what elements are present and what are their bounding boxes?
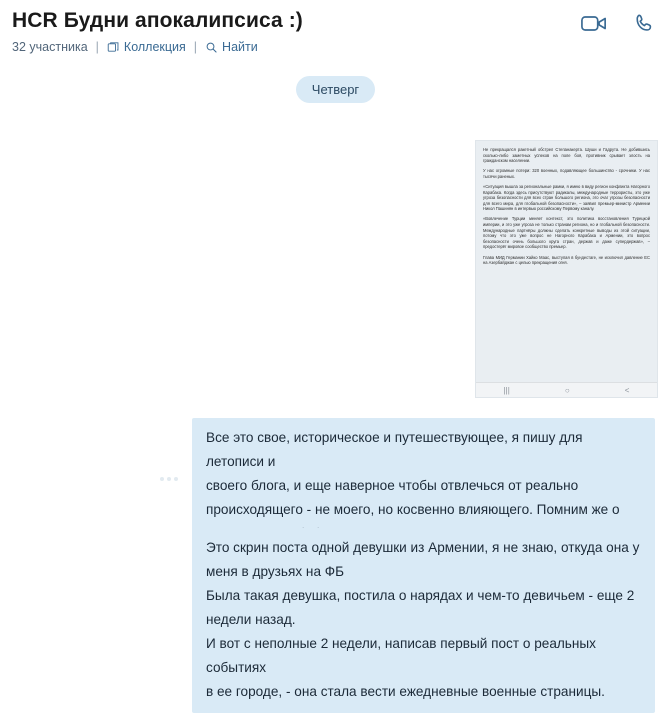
video-camera-icon bbox=[581, 14, 607, 33]
home-icon: ○ bbox=[564, 385, 570, 395]
screenshot-navbar bbox=[476, 382, 657, 397]
message-line: Была такая девушка, постила о нарядах и чем-то девичьем - еще 2 bbox=[206, 588, 635, 603]
member-count: 32 участника bbox=[12, 40, 88, 54]
message-attachment-row bbox=[475, 140, 665, 398]
message-line: Все это свое, историческое и путешествующее, я пишу для летописи и bbox=[206, 430, 583, 469]
search-link[interactable] bbox=[205, 40, 258, 54]
collection-label: Коллекция bbox=[123, 40, 186, 54]
message-line: И вот с неполные 2 недели, написав первый пост о реальных событиях bbox=[206, 636, 596, 675]
loading-dots bbox=[160, 472, 178, 486]
collection-link[interactable] bbox=[107, 40, 186, 54]
message-line: своего блога, и еще наверное чтобы отвлечься от реально bbox=[206, 478, 579, 493]
post-screenshot[interactable] bbox=[475, 140, 658, 398]
loading-dot-2 bbox=[167, 477, 171, 481]
page-title: HCR Будни апокалипсиса :) bbox=[12, 9, 303, 32]
screenshot-paragraph-1: Не прекращался ракетный обстрел Степанакерта. Шуши и Гадрута. Не добившись сколько-либо заметных успехов на поле боя, противник срывает злость на гражданском населении. bbox=[483, 147, 650, 164]
message-line: происходящего - не моего, но косвенно влияющего. Помним же о bbox=[206, 502, 620, 517]
screenshot-paragraph-4: «Вовлечение Турции меняет контекст, это политика восстановления Турецкой империи, и это уже угроза не только странам региона, но и глобальной безопасности. Международные партнёры должны сделать конкретные выводы из этой ситуации, потому что это уже вопрос не Нагорного Карабаха и Армении, это вопрос безопасности очень большого круга стран, держав и даже супердержав», – предостерёг мировое сообщество премьер. bbox=[483, 216, 650, 250]
message-list[interactable] bbox=[0, 76, 671, 699]
separator-1: | bbox=[95, 40, 99, 54]
back-icon: < bbox=[624, 385, 630, 395]
loading-dot-3 bbox=[174, 477, 178, 481]
chat-subheader bbox=[12, 40, 659, 54]
loading-dot-1 bbox=[160, 477, 164, 481]
chat-header bbox=[0, 0, 671, 60]
date-divider: Четверг bbox=[296, 76, 375, 103]
screenshot-paragraph-5: Глава МИД Германии Хайко Маас, выступая в бундестаге, не исключил давление ЕС на Азербайджан с целью прекращения огня. bbox=[483, 254, 650, 266]
phone-icon bbox=[634, 13, 655, 34]
header-actions bbox=[577, 8, 661, 38]
search-icon bbox=[205, 41, 218, 54]
message-line: в ее городе, - она стала вести ежедневные военные страницы. bbox=[206, 684, 605, 699]
video-call-button[interactable] bbox=[577, 8, 611, 38]
search-label: Найти bbox=[222, 40, 258, 54]
collection-icon bbox=[107, 41, 120, 54]
separator-2: | bbox=[193, 40, 198, 54]
date-divider-row bbox=[0, 76, 671, 103]
screenshot-paragraph-2: У нас огромные потери: 320 военных, подавляющее большинство - срочники. У нас тысячи раненых. bbox=[483, 168, 650, 179]
screenshot-paragraph-3: «Ситуация вышла за региональные рамки, я имею в виду регион конфликта Нагорного Карабаха. Когда здесь присутствуют радикалы, международные террористы, это уже угроза безопасности для всех стран большого региона, это очаг угрозы безопасности для всего мира, для глобальной безопасности», – заявил премьер-министр Армении Никол Пашинян в интервью российскому Первому каналу. bbox=[483, 183, 650, 212]
call-button[interactable] bbox=[627, 8, 661, 38]
message-bubble-2[interactable] bbox=[192, 528, 655, 713]
message-line: Это скрин поста одной девушки из Армении, я не знаю, откуда она у bbox=[206, 540, 640, 555]
message-line: меня в друзьях на ФБ bbox=[206, 564, 345, 579]
message-line: недели назад. bbox=[206, 612, 296, 627]
menu-icon: ||| bbox=[503, 385, 510, 395]
